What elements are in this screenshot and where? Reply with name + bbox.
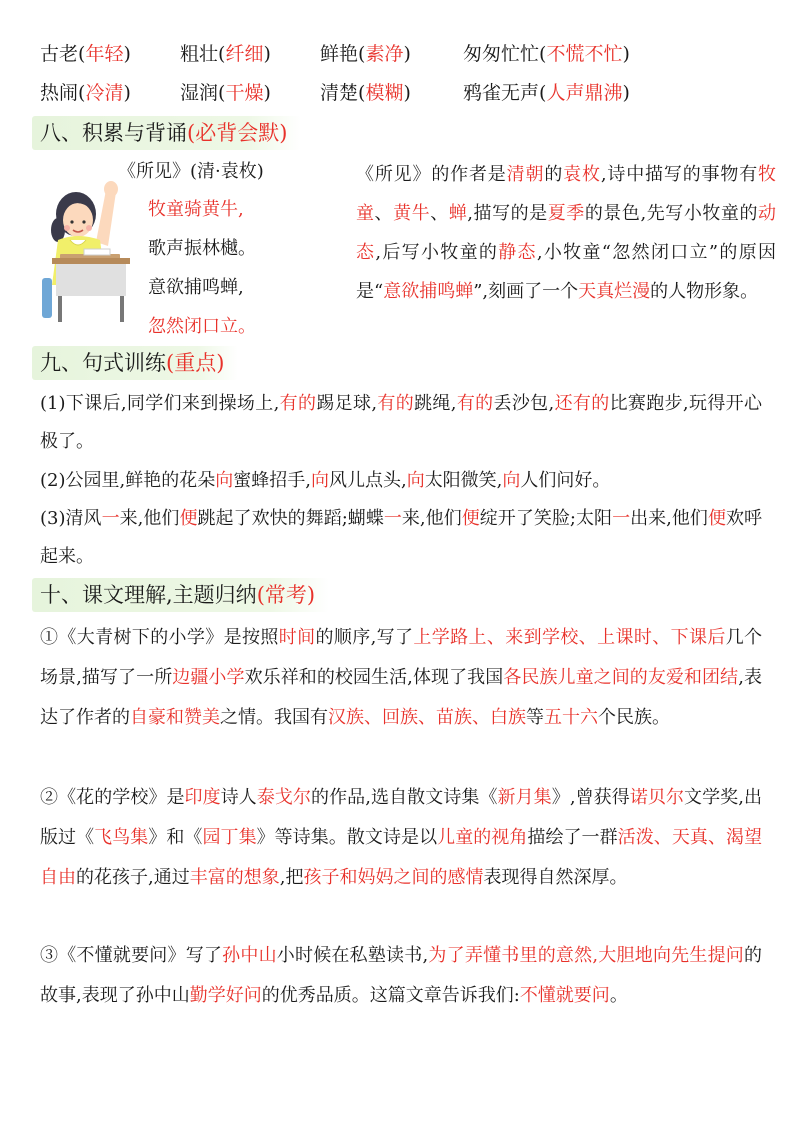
poem-line: 牧童骑黄牛,: [148, 199, 244, 220]
section-8-heading: 八、积累与背诵(必背会默): [32, 116, 301, 150]
text-summary-1: ①《大青树下的小学》是按照时间的顺序,写了上学路上、来到学校、上课时、下课后几个场景,描写了一所边疆小学欢乐祥和的校园生活,体现了我国各民族儿童之间的友爱和团结,表达了作者的自豪和赞美之情。我国有汉族、回族、苗族、白族等五十六个民族。: [40, 627, 763, 728]
text-summary-2: ②《花的学校》是印度诗人泰戈尔的作品,选自散文诗集《新月集》,曾获得诺贝尔文学奖,出版过《飞鸟集》和《园丁集》等诗集。散文诗是以儿童的视角描绘了一群活泼、天真、渴望自由的花孩子,通过丰富的想象,把孩子和妈妈之间的感情表现得自然深厚。: [40, 787, 763, 888]
student-illustration: [36, 180, 136, 330]
antonym-pair: 鸦雀无声(人声鼎沸): [463, 82, 630, 104]
sentence-pattern-2: (2)公园里,鲜艳的花朵向蜜蜂招手,向风儿点头,向太阳微笑,向人们问好。: [40, 470, 611, 491]
antonym-pair: 鲜艳(素净): [320, 43, 411, 65]
antonym-pair: 热闹(冷清): [40, 82, 131, 104]
sentence-pattern-3: (3)清风一来,他们便跳起了欢快的舞蹈;蝴蝶一来,他们便绽开了笑脸;太阳一出来,他们便欢呼起来。: [40, 508, 763, 567]
antonym-pair: 湿润(干燥): [180, 82, 271, 104]
poem-line: 忽然闭口立。: [148, 316, 256, 337]
section-10-heading: 十、课文理解,主题归纳(常考): [32, 578, 329, 612]
poem-analysis: 《所见》的作者是清朝的袁枚,诗中描写的事物有牧童、黄牛、蝉,描写的是夏季的景色,先写小牧童的动态,后写小牧童的静态,小牧童“忽然闭口立”的原因是“意欲捕鸣蝉”,刻画了一个天真烂漫的人物形象。: [356, 164, 777, 302]
antonym-pair: 清楚(模糊): [320, 82, 411, 104]
poem-line: 歌声振林樾。: [148, 238, 256, 259]
antonym-pair: 粗壮(纤细): [180, 43, 271, 65]
sentence-pattern-1: (1)下课后,同学们来到操场上,有的踢足球,有的跳绳,有的丢沙包,还有的比赛跑步,玩得开心极了。: [40, 393, 762, 452]
poem-title: 《所见》(清·袁枚): [118, 161, 264, 182]
antonym-pair: 古老(年轻): [40, 43, 131, 65]
section-9-heading: 九、句式训练(重点): [32, 346, 238, 380]
poem-line: 意欲捕鸣蝉,: [148, 277, 244, 298]
text-summary-3: ③《不懂就要问》写了孙中山小时候在私塾读书,为了弄懂书里的意然,大胆地向先生提问的故事,表现了孙中山勤学好问的优秀品质。这篇文章告诉我们:不懂就要问。: [40, 945, 763, 1006]
antonym-pair: 匆匆忙忙(不慌不忙): [463, 43, 630, 65]
